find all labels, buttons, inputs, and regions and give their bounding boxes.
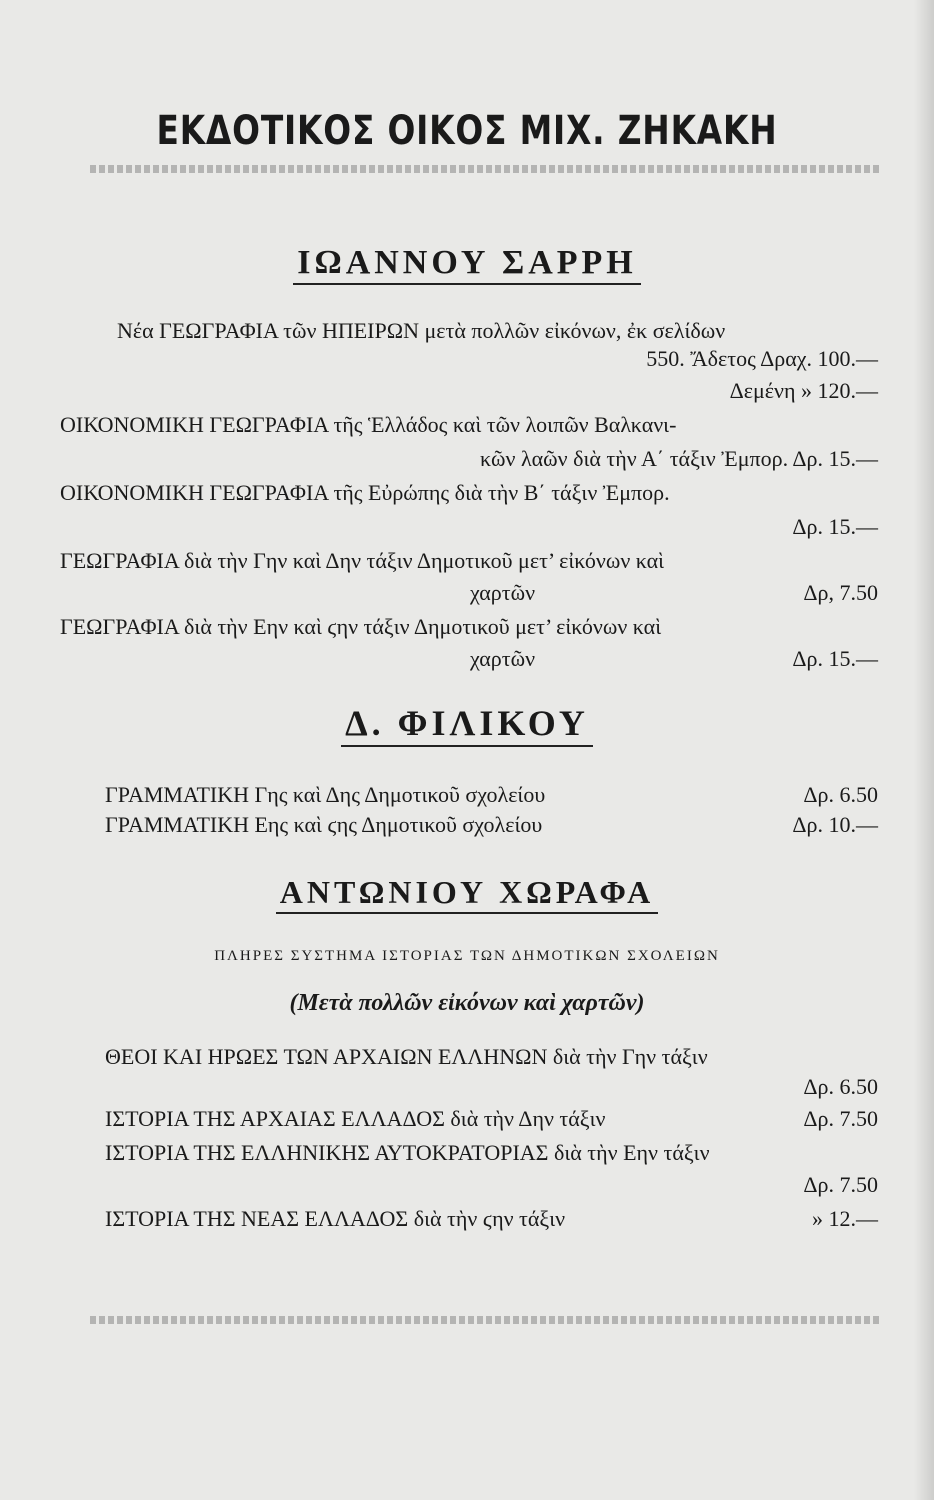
top-divider bbox=[90, 165, 880, 173]
chorafa-line-2: ΙΣΤΟΡΙΑ ΤΗΣ ΑΡΧΑΙΑΣ ΕΛΛΑΔΟΣ διὰ τὴν Δην τάξιν bbox=[105, 1106, 606, 1131]
filikou-line-1: ΓΡΑΜΜΑΤΙΚΗ Γης καὶ Δης Δημοτικοῦ σχολείου bbox=[105, 782, 546, 807]
chorafa-price-2: Δρ. 7.50 bbox=[803, 1106, 878, 1131]
author-chorafa bbox=[0, 874, 934, 911]
series-title: ΠΛΗΡΕΣ ΣΥΣΤΗΜΑ ΙΣΤΟΡΙΑΣ ΤΩΝ ΔΗΜΟΤΙΚΩΝ ΣΧΟΛΕΙΩΝ bbox=[214, 948, 720, 964]
sarri-line-9-price: Δρ, 7.50 bbox=[803, 580, 878, 605]
sarri-line-6: ΟΙΚΟΝΟΜΙΚΗ ΓΕΩΓΡΑΦΙΑ τῆς Εὐρώπης διὰ τὴν Β΄ τάξιν Ἐμπορ. bbox=[60, 480, 670, 505]
sarri-line-2: 550. Ἄδετος Δραχ. 100.— bbox=[646, 346, 878, 371]
bottom-divider bbox=[90, 1316, 880, 1324]
filikou-line-2: ΓΡΑΜΜΑΤΙΚΗ Εης καὶ ϛης Δημοτικοῦ σχολείου bbox=[105, 812, 543, 837]
sarri-line-11-text: χαρτῶν bbox=[470, 646, 536, 671]
sarri-line-8: ΓΕΩΓΡΑΦΙΑ διὰ τὴν Γην καὶ Δην τάξιν Δημοτικοῦ μετ’ εἰκόνων καὶ bbox=[60, 548, 665, 573]
sarri-line-10: ΓΕΩΓΡΑΦΙΑ διὰ τὴν Εην καὶ ϛην τάξιν Δημοτικοῦ μετ’ εἰκόνων καὶ bbox=[60, 614, 662, 639]
author-filikou bbox=[0, 702, 934, 744]
page-edge-shadow bbox=[914, 0, 934, 1500]
sarri-line-9-text: χαρτῶν bbox=[470, 580, 536, 605]
author-chorafa-name: ΑΝΤΩΝΙΟΥ ΧΩΡΑΦΑ bbox=[276, 874, 659, 914]
chorafa-line-1: ΘΕΟΙ ΚΑΙ ΗΡΩΕΣ ΤΩΝ ΑΡΧΑΙΩΝ ΕΛΛΗΝΩΝ διὰ τὴν Γην τάξιν bbox=[105, 1044, 708, 1069]
chorafa-line-3: ΙΣΤΟΡΙΑ ΤΗΣ ΕΛΛΗΝΙΚΗΣ ΑΥΤΟΚΡΑΤΟΡΙΑΣ διὰ τὴν Εην τάξιν bbox=[105, 1140, 710, 1165]
chorafa-price-4: » 12.— bbox=[812, 1206, 878, 1231]
sarri-line-11-price: Δρ. 15.— bbox=[792, 646, 878, 671]
author-sarri bbox=[0, 244, 934, 282]
sarri-line-7: Δρ. 15.— bbox=[792, 514, 878, 539]
chorafa-line-4: ΙΣΤΟΡΙΑ ΤΗΣ ΝΕΑΣ ΕΛΛΑΔΟΣ διὰ τὴν ϛην τάξιν bbox=[105, 1206, 566, 1231]
publisher-title: ΕΚΔΟΤΙΚΟΣ ΟΙΚΟΣ ΜΙΧ. ΖΗΚΑΚΗ bbox=[156, 108, 778, 154]
chorafa-price-3: Δρ. 7.50 bbox=[803, 1172, 878, 1197]
author-sarri-name: ΙΩΑΝΝΟΥ ΣΑΡΡΗ bbox=[293, 244, 641, 285]
sarri-line-4: ΟΙΚΟΝΟΜΙΚΗ ΓΕΩΓΡΑΦΙΑ τῆς Ἑλλάδος καὶ τῶν λοιπῶν Βαλκανι- bbox=[60, 412, 677, 437]
sarri-line-5: κῶν λαῶν διὰ τὴν Α΄ τάξιν Ἐμπορ. Δρ. 15.— bbox=[479, 446, 878, 471]
sarri-line-3: Δεμένη » 120.— bbox=[729, 378, 878, 403]
chorafa-price-1: Δρ. 6.50 bbox=[803, 1074, 878, 1099]
filikou-price-1: Δρ. 6.50 bbox=[803, 782, 878, 807]
author-filikou-name: Δ. ΦΙΛΙΚΟΥ bbox=[341, 703, 593, 747]
sarri-line-1: Νέα ΓΕΩΓΡΑΦΙΑ τῶν ΗΠΕΙΡΩΝ μετὰ πολλῶν εἰκόνων, ἐκ σελίδων bbox=[117, 318, 726, 343]
filikou-price-2: Δρ. 10.— bbox=[792, 812, 878, 837]
series-subtitle: (Μετὰ πολλῶν εἰκόνων καὶ χαρτῶν) bbox=[289, 990, 645, 1016]
